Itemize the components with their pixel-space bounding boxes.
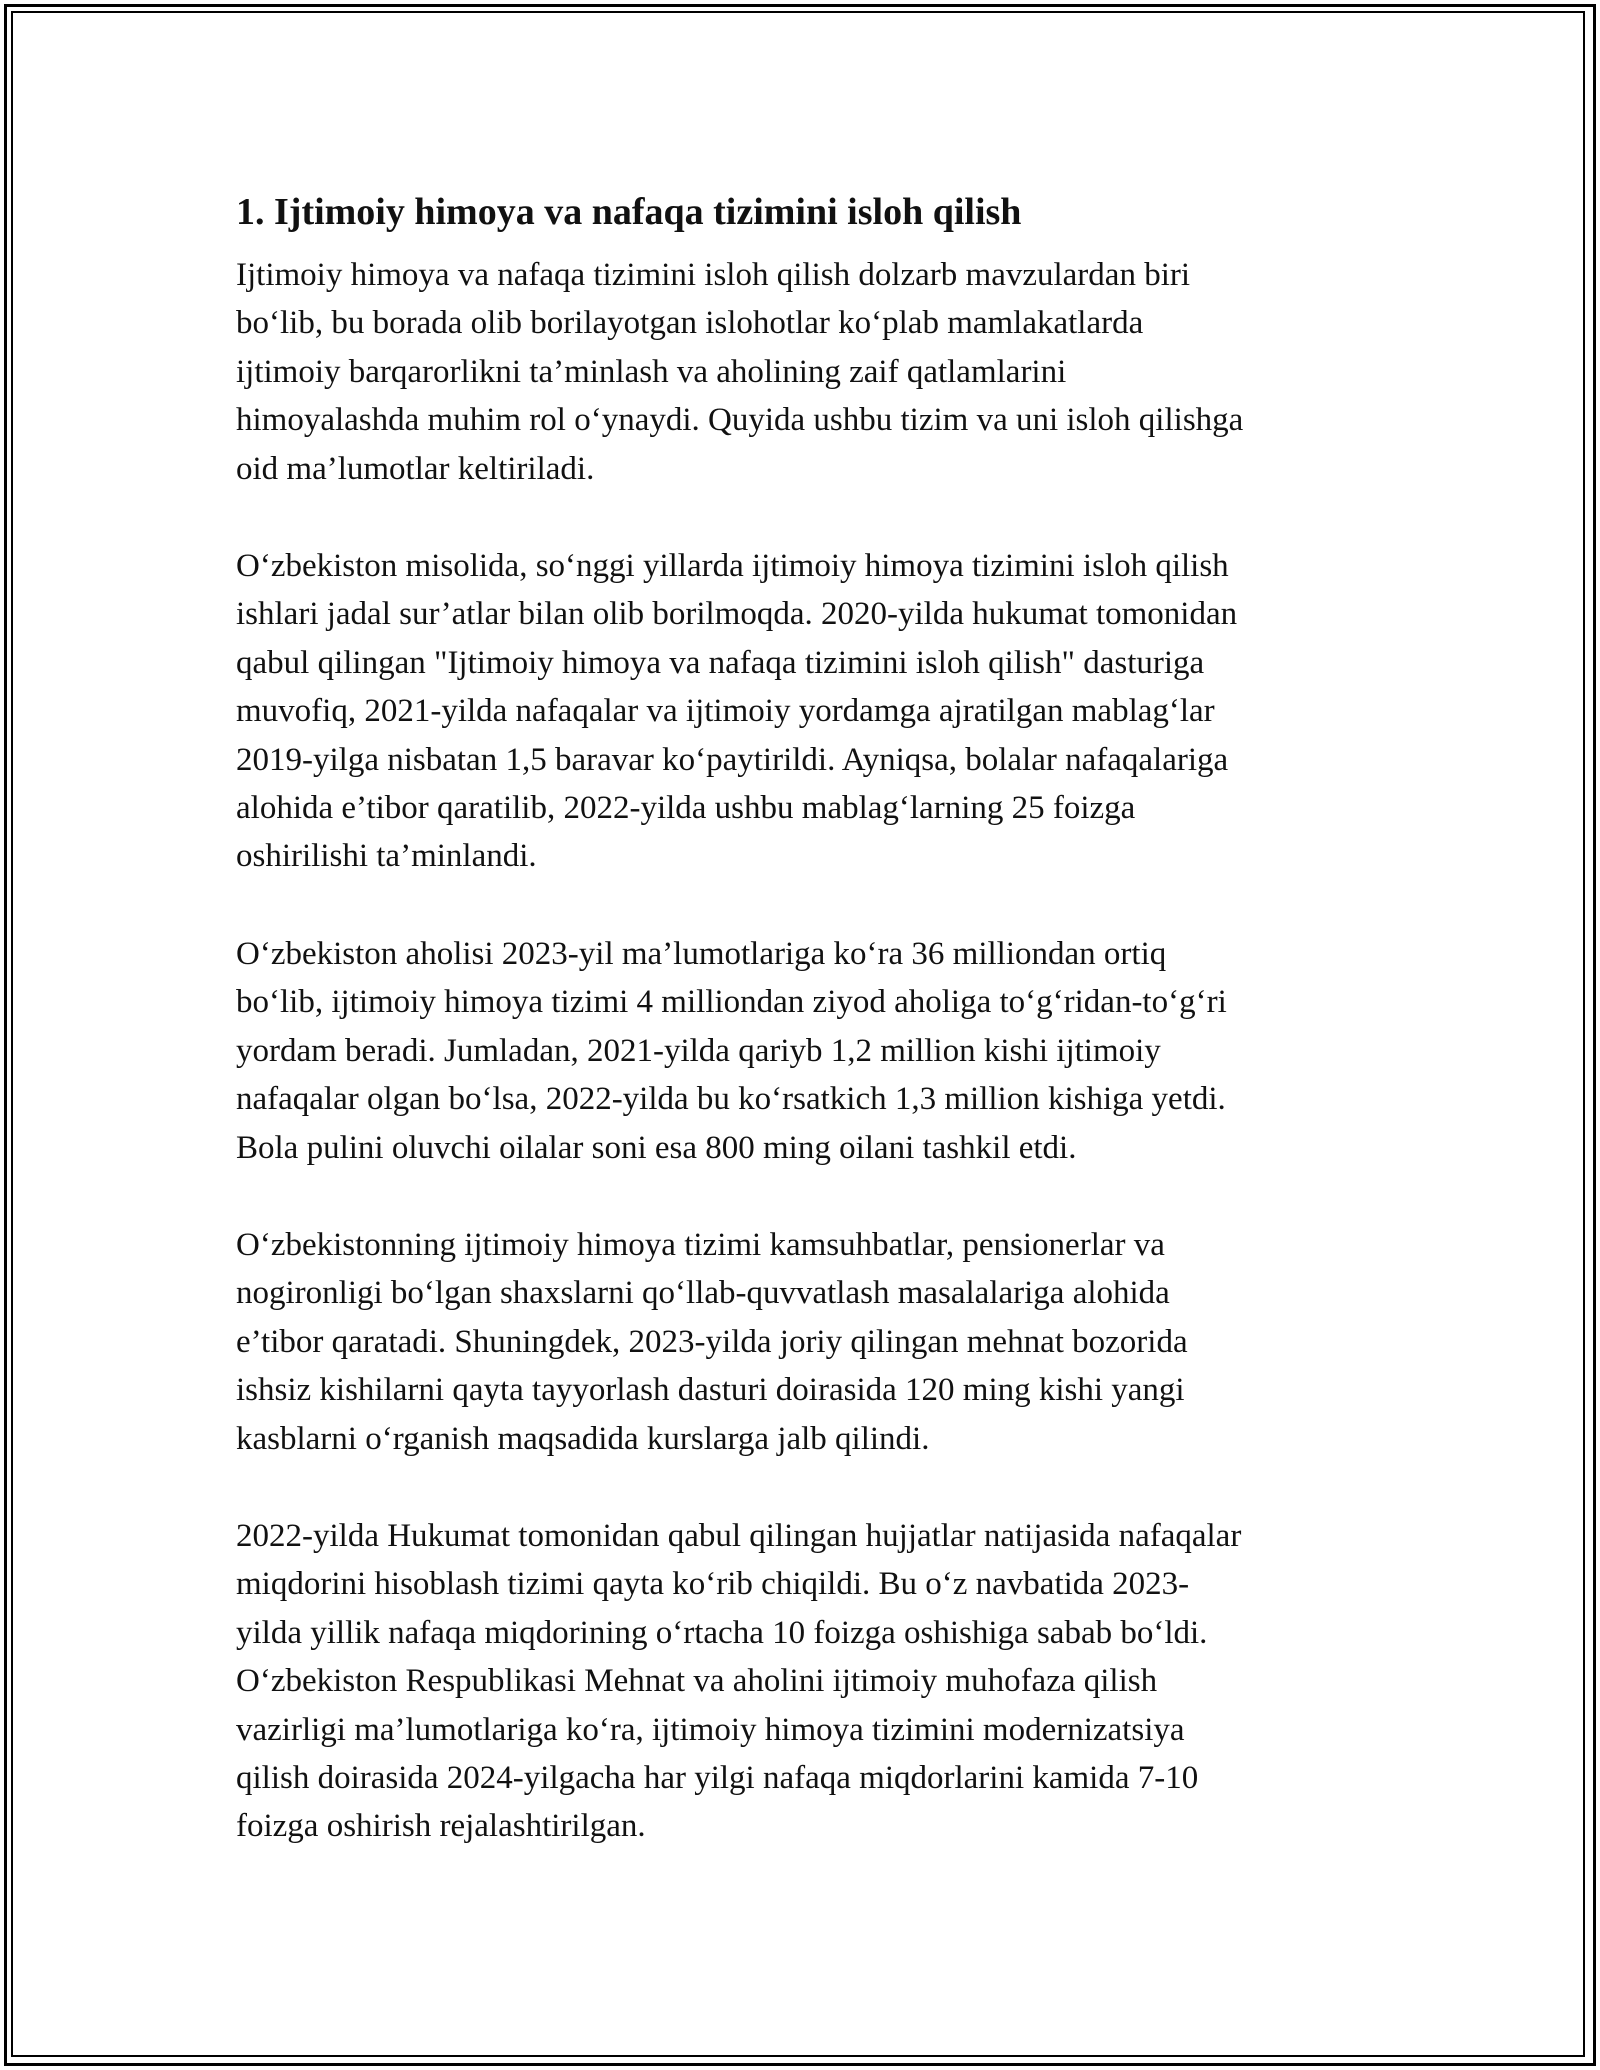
text-line: miqdorini hisoblash tizimi qayta ko‘rib chiqildi. Bu o‘z navbatida 2023- xyxy=(236,1566,1190,1603)
text-line: Bola pulini oluvchi oilalar soni esa 800 ming oilani tashkil etdi. xyxy=(236,1129,1077,1166)
text-line: muvofiq, 2021-yilda nafaqalar va ijtimoiy yordamga ajratilgan mablag‘lar xyxy=(236,693,1215,730)
text-line: kasblarni o‘rganish maqsadida kurslarga jalb qilindi. xyxy=(236,1420,930,1457)
text-line: 2019-yilga nisbatan 1,5 baravar ko‘paytirildi. Ayniqsa, bolalar nafaqalariga xyxy=(236,741,1229,778)
paragraph-3 xyxy=(236,930,1376,1172)
text-line: 2022-yilda Hukumat tomonidan qabul qilingan hujjatlar natijasida nafaqalar xyxy=(236,1517,1242,1554)
text-line: O‘zbekiston Respublikasi Mehnat va aholini ijtimoiy muhofaza qilish xyxy=(236,1663,1158,1700)
text-line: nafaqalar olgan bo‘lsa, 2022-yilda bu ko‘rsatkich 1,3 million kishiga yetdi. xyxy=(236,1081,1226,1118)
text-line: bo‘lib, ijtimoiy himoya tizimi 4 milliondan ziyod aholiga to‘g‘ridan-to‘g‘ri xyxy=(236,984,1227,1021)
text-line: vazirligi ma’lumotlariga ko‘ra, ijtimoiy himoya tizimini modernizatsiya xyxy=(236,1711,1185,1748)
text-line: O‘zbekiston misolida, so‘nggi yillarda ijtimoiy himoya tizimini isloh qilish xyxy=(236,548,1229,585)
paragraph-1 xyxy=(236,251,1376,493)
text-line: ijtimoiy barqarorlikni ta’minlash va aholining zaif qatlamlarini xyxy=(236,353,1067,390)
text-line: qabul qilingan "Ijtimoiy himoya va nafaqa tizimini isloh qilish" dasturiga xyxy=(236,644,1205,681)
text-line: oshirilishi ta’minlandi. xyxy=(236,838,537,875)
text-line: ishlari jadal sur’atlar bilan olib borilmoqda. 2020-yilda hukumat tomonidan xyxy=(236,596,1238,633)
paragraph-5 xyxy=(236,1512,1376,1851)
paragraph-4 xyxy=(236,1221,1376,1463)
text-line: foizga oshirish rejalashtirilgan. xyxy=(236,1808,646,1845)
text-line: yordam beradi. Jumladan, 2021-yilda qariyb 1,2 million kishi ijtimoiy xyxy=(236,1032,1161,1069)
text-line: nogironligi bo‘lgan shaxslarni qo‘llab-quvvatlash masalalariga alohida xyxy=(236,1275,1170,1312)
text-line: ishsiz kishilarni qayta tayyorlash dasturi doirasida 120 ming kishi yangi xyxy=(236,1372,1185,1409)
section-title: 1. Ijtimoiy himoya va nafaqa tizimini isloh qilish xyxy=(236,191,1022,233)
text-line: O‘zbekistonning ijtimoiy himoya tizimi kamsuhbatlar, pensionerlar va xyxy=(236,1226,1165,1263)
text-line: himoyalashda muhim rol o‘ynaydi. Quyida ushbu tizim va uni isloh qilishga xyxy=(236,402,1244,439)
text-line: oid ma’lumotlar keltiriladi. xyxy=(236,450,595,487)
text-line: qilish doirasida 2024-yilgacha har yilgi nafaqa miqdorlarini kamida 7-10 xyxy=(236,1759,1199,1796)
text-line: O‘zbekiston aholisi 2023-yil ma’lumotlariga ko‘ra 36 milliondan ortiq xyxy=(236,935,1167,972)
text-line: alohida e’tibor qaratilib, 2022-yilda ushbu mablag‘larning 25 foizga xyxy=(236,790,1136,827)
text-line: bo‘lib, bu borada olib borilayotgan islohotlar ko‘plab mamlakatlarda xyxy=(236,305,1144,342)
paragraph-2 xyxy=(236,542,1376,881)
text-line: Ijtimoiy himoya va nafaqa tizimini isloh qilish dolzarb mavzulardan biri xyxy=(236,257,1191,293)
text-line: yilda yillik nafaqa miqdorining o‘rtacha 10 foizga oshishiga sabab bo‘ldi. xyxy=(236,1614,1208,1651)
text-line: e’tibor qaratadi. Shuningdek, 2023-yilda joriy qilingan mehnat bozorida xyxy=(236,1323,1188,1360)
document-body xyxy=(236,185,1376,1900)
